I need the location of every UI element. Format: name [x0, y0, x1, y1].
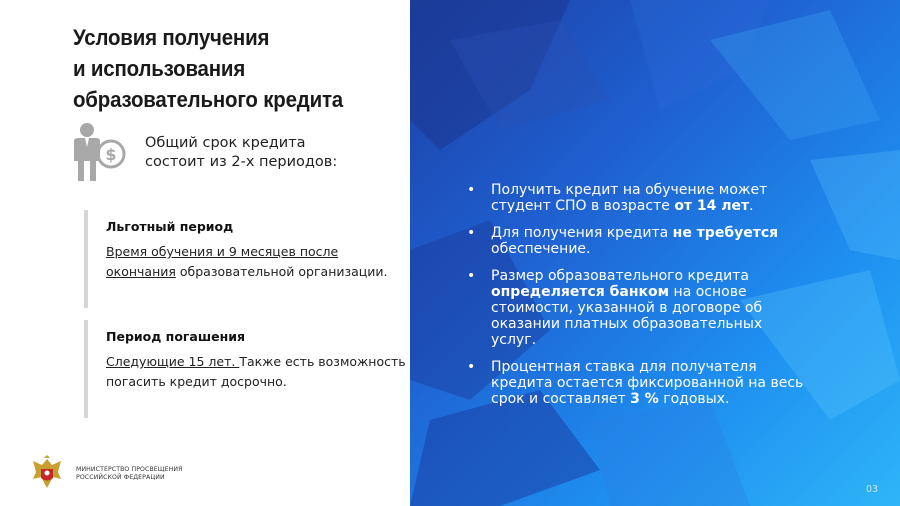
- grace-period-text: Время обучения и 9 месяцев после окончания образовательной организации.: [106, 244, 388, 279]
- conditions-list: [465, 182, 805, 418]
- grace-period-title: Льготный период: [106, 219, 234, 234]
- list-item: • Для получения кредита не требуется обеспечение.: [465, 225, 805, 257]
- svg-text:$: $: [105, 145, 117, 164]
- repayment-period-block: [84, 320, 406, 418]
- grace-period-block: [84, 210, 406, 308]
- left-panel: [0, 0, 410, 506]
- intro-text: Общий срок кредита состоит из 2-х периодов:: [145, 135, 338, 170]
- page-number: 03: [866, 484, 879, 495]
- list-item: • Получить кредит на обучение может студент СПО в возрасте от 14 лет.: [465, 182, 805, 214]
- coat-of-arms-logo: [30, 455, 64, 491]
- person-money-icon: [70, 121, 128, 183]
- repayment-period-text: Следующие 15 лет. Также есть возможность погасить кредит досрочно.: [106, 354, 406, 389]
- page-title: Условия получения и использования образовательного кредита: [73, 25, 343, 112]
- repayment-period-title: Период погашения: [106, 329, 246, 344]
- list-item: • Размер образовательного кредита определяется банком на основе стоимости, указанной в договоре об оказании платных образовательных услуг.: [465, 268, 805, 348]
- ministry-name: МИНИСТЕРСТВО ПРОСВЕЩЕНИЯ РОССИЙСКОЙ ФЕДЕРАЦИИ: [76, 466, 183, 481]
- list-item: • Процентная ставка для получателя кредита остается фиксированной на весь срок и составляет 3 % годовых.: [465, 359, 805, 407]
